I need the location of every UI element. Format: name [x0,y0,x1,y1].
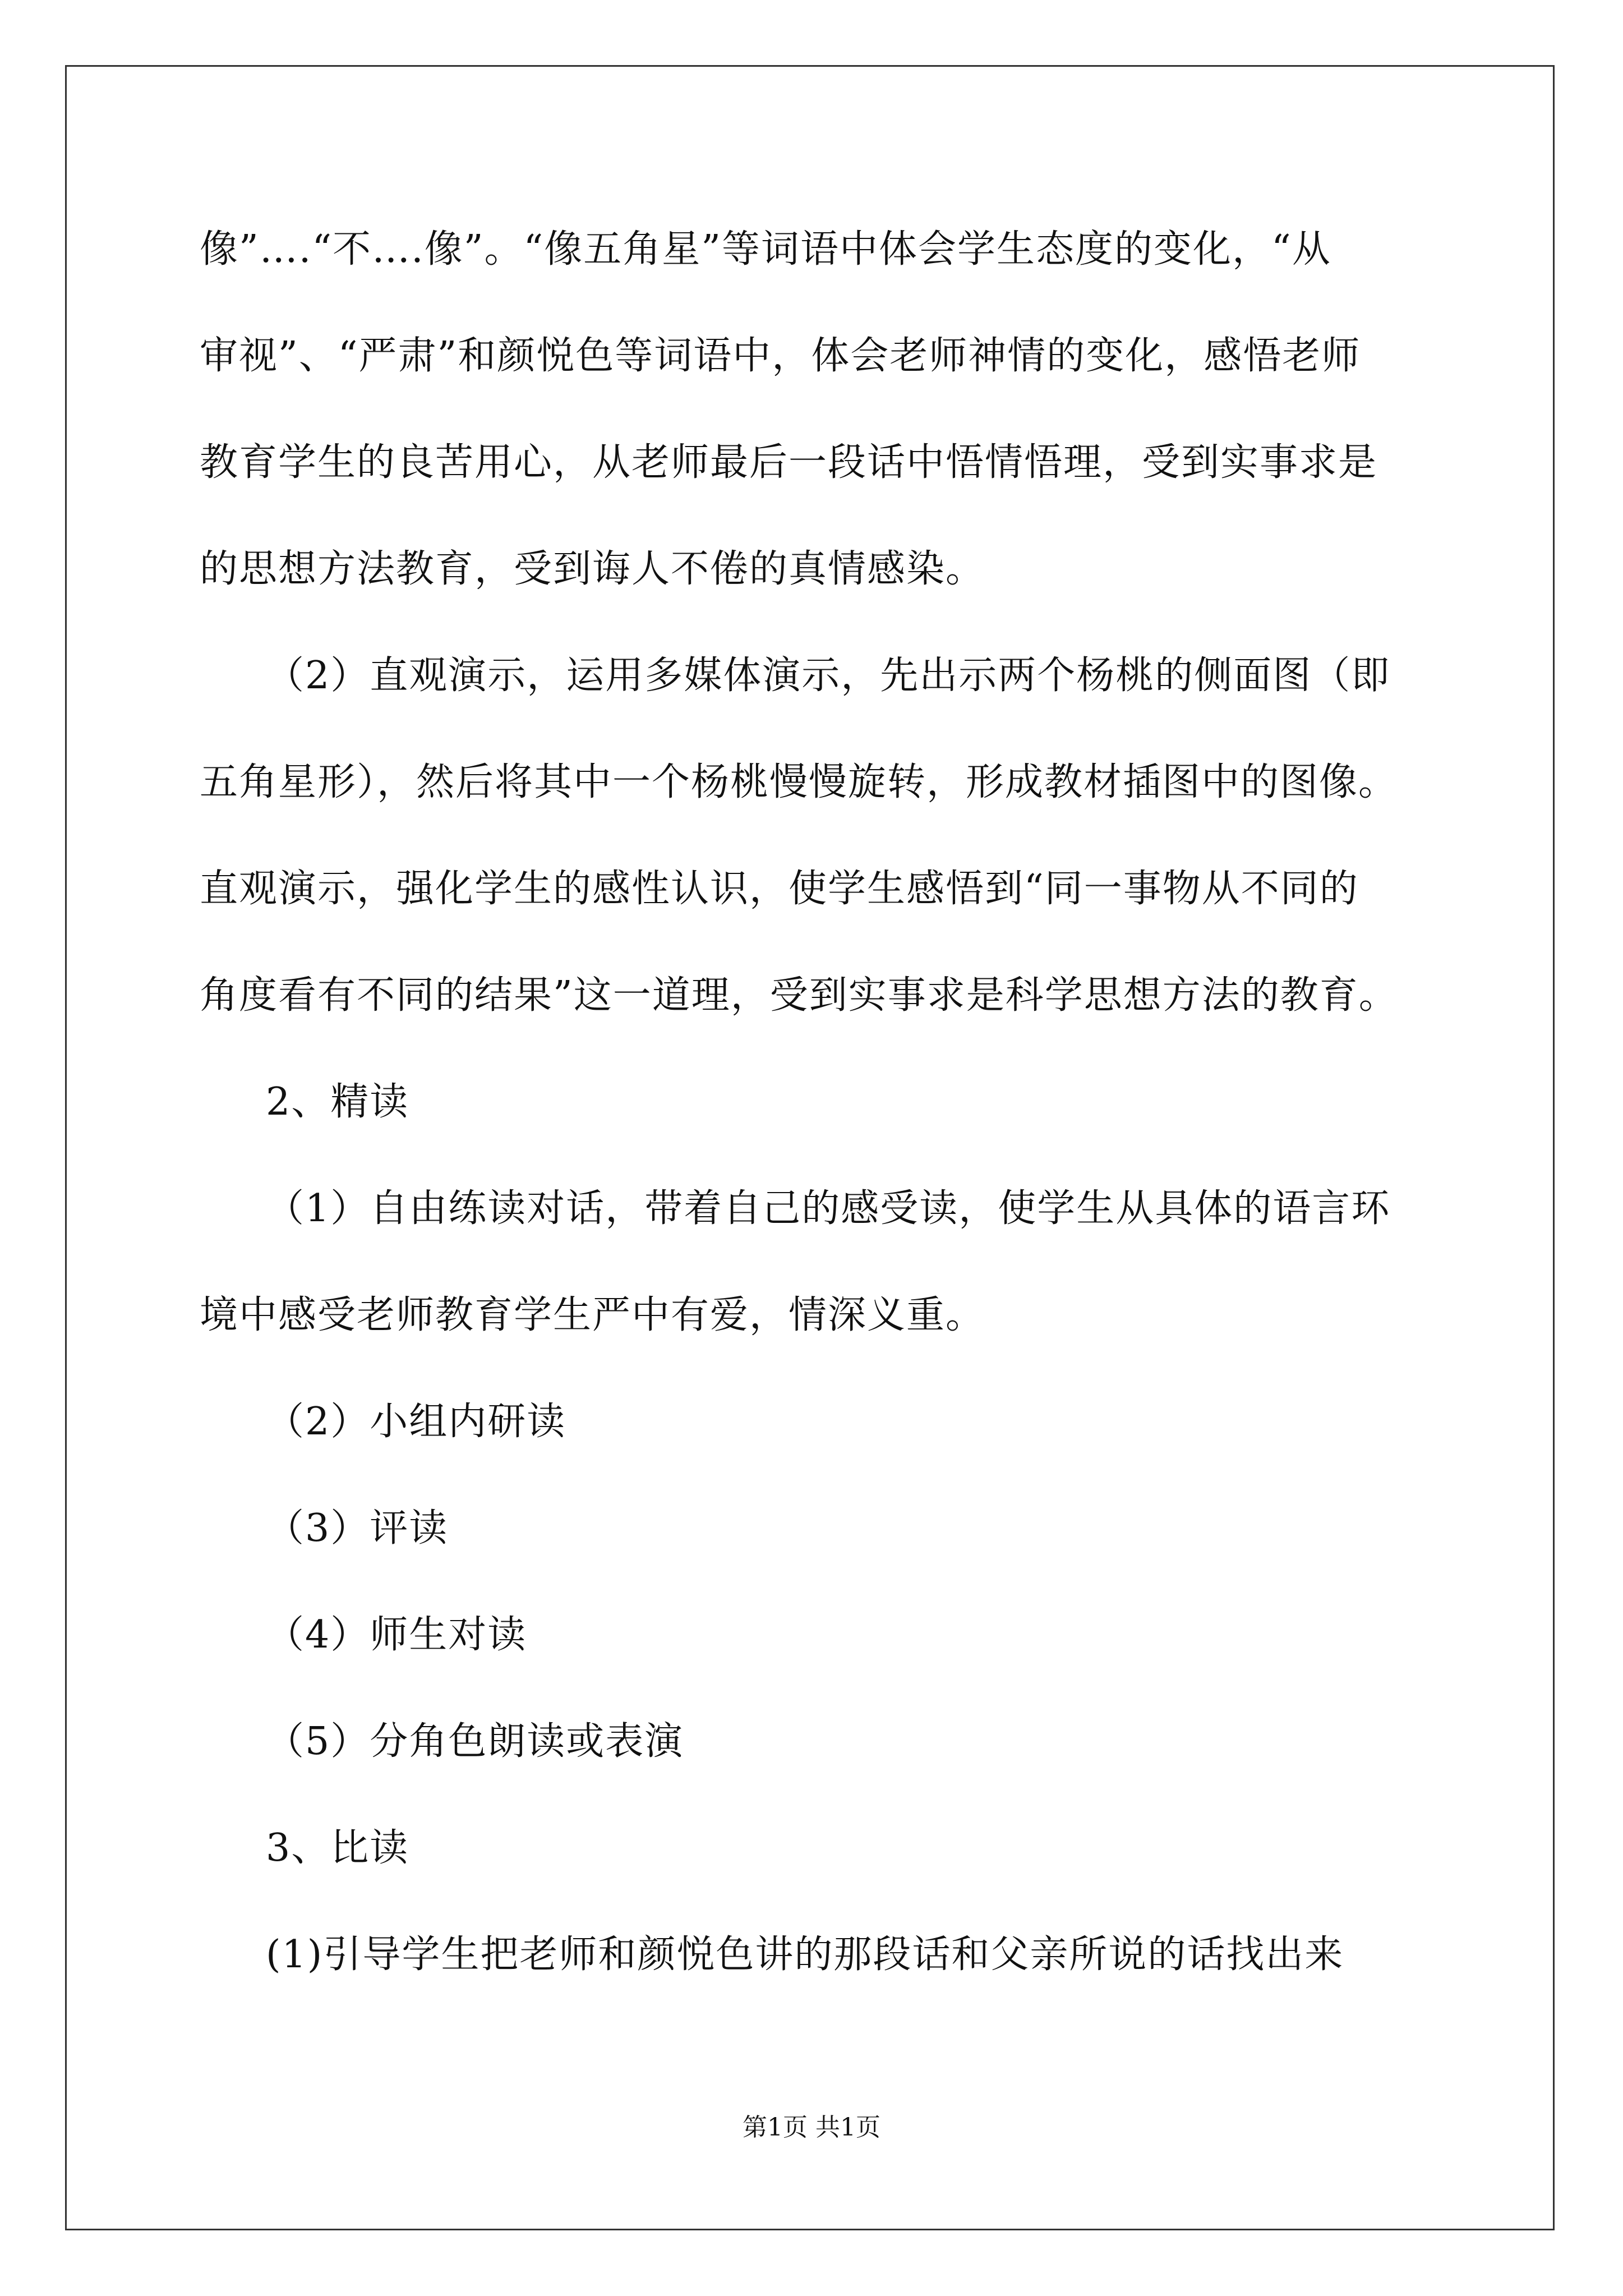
list-item: （3）评读 [266,1506,449,1550]
paragraph-line: （2）直观演示，运用多媒体演示，先出示两个杨桃的侧面图（即 [266,654,1391,698]
list-item: （5）分角色朗读或表演 [266,1719,684,1764]
paragraph-line: 像”….“不….像”。“像五角星”等词语中体会学生态度的变化，“从 [200,227,1331,272]
list-item: （4）师生对读 [266,1613,527,1657]
paragraph-line: （1）自由练读对话，带着自己的感受读，使学生从具体的语言环 [266,1186,1391,1231]
paragraph-line: 境中感受老师教育学生严中有爱，情深义重。 [200,1293,985,1337]
paragraph-line: 五角星形），然后将其中一个杨桃慢慢旋转，形成教材插图中的图像。 [200,760,1398,804]
paragraph-line: 审视”、“严肃”和颜悦色等词语中，体会老师神情的变化，感悟老师 [200,334,1361,378]
section-heading: 2、精读 [266,1080,409,1124]
paragraph-line: 直观演示，强化学生的感性认识，使学生感悟到“同一事物从不同的 [200,867,1359,911]
list-item: （2）小组内研读 [266,1400,566,1444]
paragraph-line: 教育学生的良苦用心，从老师最后一段话中悟情悟理，受到实事求是 [200,440,1378,485]
paragraph-line: 角度看有不同的结果”这一道理，受到实事求是科学思想方法的教育。 [200,973,1398,1018]
section-heading: 3、比读 [266,1826,409,1870]
page-footer: 第1页 共1页 [743,2113,880,2142]
page-border [65,65,1555,2230]
paragraph-line: 的思想方法教育，受到诲人不倦的真情感染。 [200,547,985,591]
paragraph-line: (1)引导学生把老师和颜悦色讲的那段话和父亲所说的话找出来 [266,1932,1344,1977]
